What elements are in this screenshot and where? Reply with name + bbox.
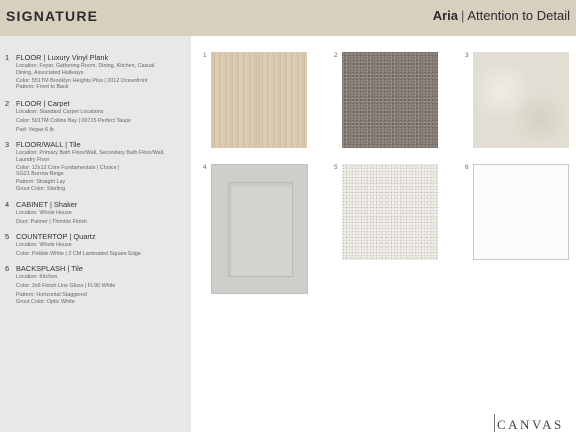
spec-item-number: 2 [5,99,10,108]
spec-item-detail: Color: 3x6 Finish Line Gloss | FL90 White [16,283,116,289]
quartz-swatch [342,164,438,260]
cabinet-swatch [211,164,308,294]
spec-item-detail: Color: 12x12 Core Fundamentals | Choice | [16,164,120,171]
spec-item-detail: Pad: Vegas 6 lb [16,127,54,134]
title-separator: | [460,8,465,23]
swatch-number: 1 [203,52,207,59]
tile-swatch [473,52,569,148]
spec-item-detail: Location: Primary Bath Floor/Wall, Secondary Bath Floor/Wall, [16,150,165,156]
swatch-number: 3 [465,52,469,59]
spec-item-detail: Pattern: Front to Back [16,84,69,91]
spec-item-heading: BACKSPLASH | Tile [16,264,83,273]
spec-item-detail: SG21 Burrow Beige [16,171,64,178]
spec-item-number: 4 [5,200,10,209]
spec-item-number: 1 [5,53,10,62]
spec-item-number: 6 [5,264,10,273]
spec-item-heading: FLOOR | Carpet [16,99,70,108]
spec-item-detail: Pattern: Straight Lay [16,178,66,185]
page-title [433,8,570,23]
spec-item-heading: FLOOR/WALL | Tile [16,140,81,149]
logo-divider [494,414,495,432]
header-bar [0,0,576,36]
backsplash-swatch [473,164,569,260]
spec-item-detail: Grout Color: Sterling [16,185,66,192]
spec-item-detail: Color: Pebble White | 2 CM Laminated Square Edge [16,251,141,257]
spec-item-detail: Laundry Floor [16,156,50,163]
carpet-swatch [342,52,438,148]
spec-item-detail: Location: Whole House [16,210,72,216]
swatch-number: 6 [465,164,469,171]
spec-item-detail: Location: Standard Carpet Locations [16,109,104,115]
swatch-number: 5 [334,164,338,171]
spec-item-detail: Location: Whole House [16,242,72,248]
spec-item-number: 3 [5,140,10,149]
spec-item-heading: FLOOR | Luxury Vinyl Plank [16,53,109,62]
swatch-number: 2 [334,52,338,59]
spec-item-detail: Location: Foyer, Gathering Room, Dining, Kitchen, Casual [16,63,155,69]
spec-item-heading: CABINET | Shaker [16,200,78,209]
spec-item-heading: COUNTERTOP | Quartz [16,232,96,241]
spec-item-detail: Location: Kitchen [16,274,58,280]
brand-title: SIGNATURE [6,8,99,24]
page-subtitle: Attention to Detail [467,8,570,23]
spec-item-number: 5 [5,232,10,241]
spec-item-detail: Pattern: Horizontal Staggered [16,292,88,299]
cabinet-door-panel [228,182,293,277]
specs-sidebar [0,36,191,432]
spec-item-detail: Door: Palmer | Thimble Finish [16,219,88,225]
spec-item-detail: Grout Color: Optic White [16,299,75,306]
spec-item-detail: Color: 501TM Collins Bay | 00715 Perfect Taupe [16,118,132,124]
swatch-number: 4 [203,164,207,171]
model-name: Aria [432,8,458,23]
spec-item-detail: Color: 551TM Brooklyn Heights Plus | 2012 Oceanfront [16,77,148,84]
spec-item-detail: Dining, Associated Hallways [16,69,84,76]
canvas-logo: CANVAS [497,417,564,432]
luxury-vinyl-plank-swatch [211,52,307,148]
